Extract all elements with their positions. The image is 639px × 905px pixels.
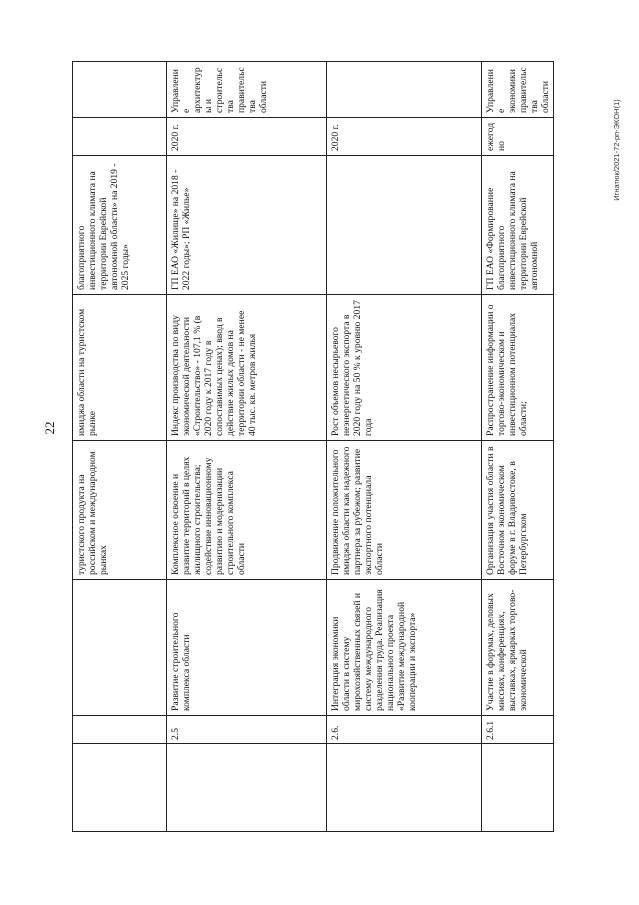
- row-number: 2.5: [167, 716, 327, 744]
- row-number: [73, 716, 167, 744]
- table-row: [167, 62, 327, 832]
- plan-table-rotated: [72, 62, 551, 832]
- table-cell: [73, 744, 167, 832]
- measures-cell: Комплексное освоение и развитие территорий в целях жилищного строительства; содействие инновационному развитию и модернизации строительного комплекса области: [167, 441, 327, 580]
- table-cell: [482, 744, 554, 832]
- direction-cell: Развитие строительного комплекса области: [167, 580, 327, 716]
- direction-cell: Участие в форумах, деловых миссиях, конференциях, выставках, ярмарках торгово-экономической: [482, 580, 554, 716]
- executor-cell: [327, 62, 482, 118]
- measures-cell: Продвижение положительного имиджа области как надежного партнера за рубежом; развитие экспортного потенциала области: [327, 441, 482, 580]
- documents-cell: ГП ЕАО «Формирование благоприятного инвестиционного климата на территории Еврейской автономной: [482, 156, 554, 295]
- measures-cell: Организация участия области в Восточном экономическом форуме в г. Владивостоке, в Петербургском: [482, 441, 554, 580]
- footer-stamp: Игнатюк/2021-72-рп-ЭКОН(1): [612, 99, 621, 201]
- direction-cell: [73, 580, 167, 716]
- indicators-cell: имиджа области на туристском рынке: [73, 295, 167, 441]
- indicators-cell: Индекс производства по виду экономической деятельности «Строительство» - 107,1 % (в 2020 году к 2017 году в сопоставимых ценах); ввод в действие жилых домов на территории области - не менее 40 тыс. кв. метров жилья: [167, 295, 327, 441]
- table-row: [482, 62, 554, 832]
- documents-cell: [327, 156, 482, 295]
- term-cell: ежегодно: [482, 118, 554, 156]
- executor-cell: Управление архитектуры и строительства правительства области: [167, 62, 327, 118]
- documents-cell: ГП ЕАО «Жилище» на 2018 - 2022 годы»; РП «Жилье»: [167, 156, 327, 295]
- table-cell: [167, 744, 327, 832]
- term-cell: 2020 г.: [167, 118, 327, 156]
- table-cell: [327, 744, 482, 832]
- plan-table-container: [72, 62, 551, 832]
- indicators-cell: Распространение информации о торгово-экономическом и инвестиционном потенциалах области;: [482, 295, 554, 441]
- page-number: 22: [42, 421, 57, 435]
- term-cell: [73, 118, 167, 156]
- table-row: [327, 62, 482, 832]
- executor-cell: [73, 62, 167, 118]
- measures-cell: туристского продукта на российском и международном рынках: [73, 441, 167, 580]
- documents-cell: благоприятного инвестиционного климата на территории Еврейской автономной области» на 2019 - 2025 годы»: [73, 156, 167, 295]
- executor-cell: Управление экономики правительства области: [482, 62, 554, 118]
- table-row: [73, 62, 167, 832]
- row-number: 2.6.: [327, 716, 482, 744]
- row-number: 2.6.1: [482, 716, 554, 744]
- term-cell: 2020 г.: [327, 118, 482, 156]
- plan-table: [72, 61, 554, 832]
- direction-cell: Интеграция экономики области в систему мирохозяйственных связей и систему международного разделения труда. Реализация национального проекта «Развитие международной кооперации и экспорта»: [327, 580, 482, 716]
- indicators-cell: Рост объемов несырьевого неэнергетического экспорта в 2020 году на 50 % к уровню 2017 года: [327, 295, 482, 441]
